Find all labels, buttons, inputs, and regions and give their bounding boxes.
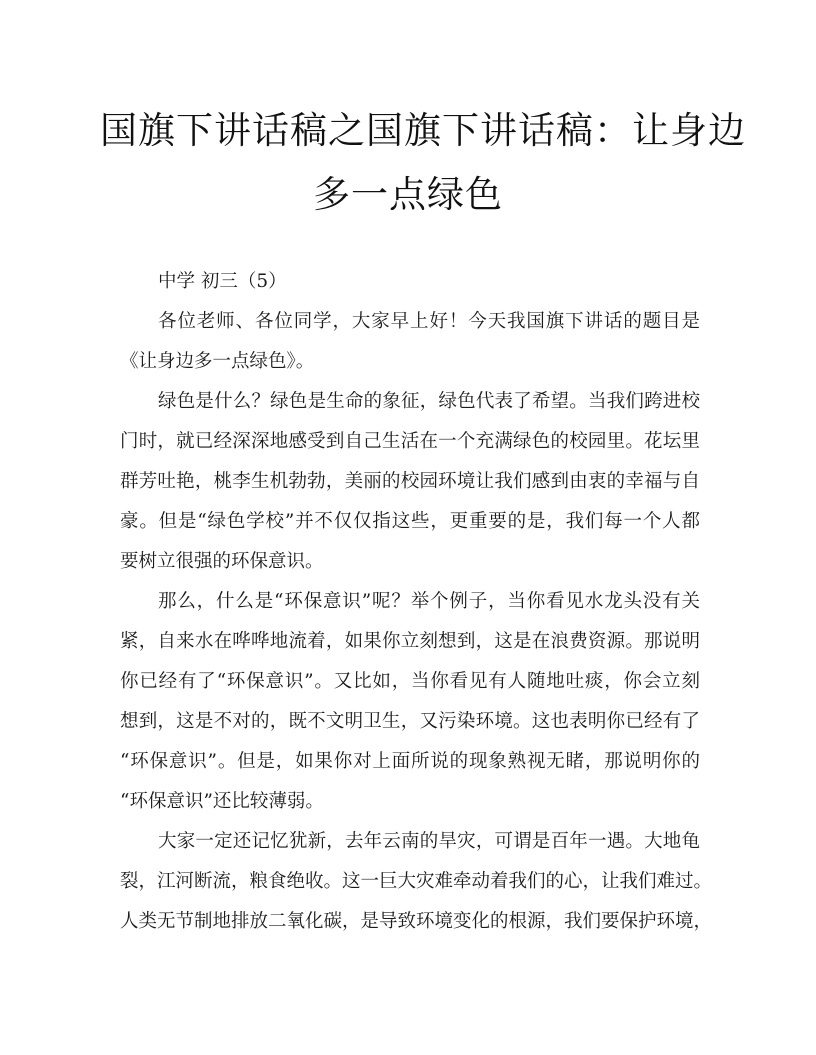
paragraph-line: 大家一定还记忆犹新，去年云南的旱灾，可谓是百年一遇。大地龟 <box>158 831 700 852</box>
paragraph-line: 《让身边多一点绿色》。 <box>120 351 315 372</box>
paragraph-line: 绿色是什么？绿色是生命的象征，绿色代表了希望。当我们跨进校 <box>158 391 700 412</box>
paragraph-drought <box>120 822 713 942</box>
paragraph-line: 要树立很强的环保意识。 <box>120 551 324 572</box>
paragraph-line: 那么，什么是“环保意识”呢？举个例子，当你看见水龙头没有关 <box>158 591 700 612</box>
paragraph-line: 裂，江河断流，粮食绝收。这一巨大灾难牵动着我们的心，让我们难过。 <box>120 871 713 892</box>
paragraph-line: 群芳吐艳，桃李生机勃勃，美丽的校园环境让我们感到由衷的幸福与自 <box>120 471 700 492</box>
paragraph-line: 想到，这是不对的，既不文明卫生，又污染环境。这也表明你已经有了 <box>120 711 700 732</box>
author-text: 中学 初三（5） <box>158 271 287 292</box>
paragraph-environmental-awareness <box>120 582 700 822</box>
paragraph-line: 门时，就已经深深地感受到自己生活在一个充满绿色的校园里。花坛里 <box>120 431 700 452</box>
paragraph-line: 你已经有了“环保意识”。又比如，当你看见有人随地吐痰，你会立刻 <box>120 671 700 692</box>
document-title-line-1: 国旗下讲话稿之国旗下讲话稿：让身边 <box>100 109 746 152</box>
paragraph-what-is-green <box>120 382 700 582</box>
paragraph-line: “环保意识”还比较薄弱。 <box>120 791 324 812</box>
paragraph-line: “环保意识”。但是，如果你对上面所说的现象熟视无睹，那说明你的 <box>120 751 700 772</box>
author-line <box>120 262 700 302</box>
paragraph-line: 各位老师、各位同学，大家早上好！今天我国旗下讲话的题目是 <box>158 311 700 332</box>
paragraph-greeting <box>120 302 700 382</box>
paragraph-line: 人类无节制地排放二氧化碳，是导致环境变化的根源，我们要保护环境， <box>120 911 713 932</box>
document-title-line-2: 多一点绿色 <box>313 173 503 216</box>
paragraph-line: 紧，自来水在哗哗地流着，如果你立刻想到，这是在浪费资源。那说明 <box>120 631 700 652</box>
paragraph-line: 豪。但是“绿色学校”并不仅仅指这些，更重要的是，我们每一个人都 <box>120 511 700 532</box>
